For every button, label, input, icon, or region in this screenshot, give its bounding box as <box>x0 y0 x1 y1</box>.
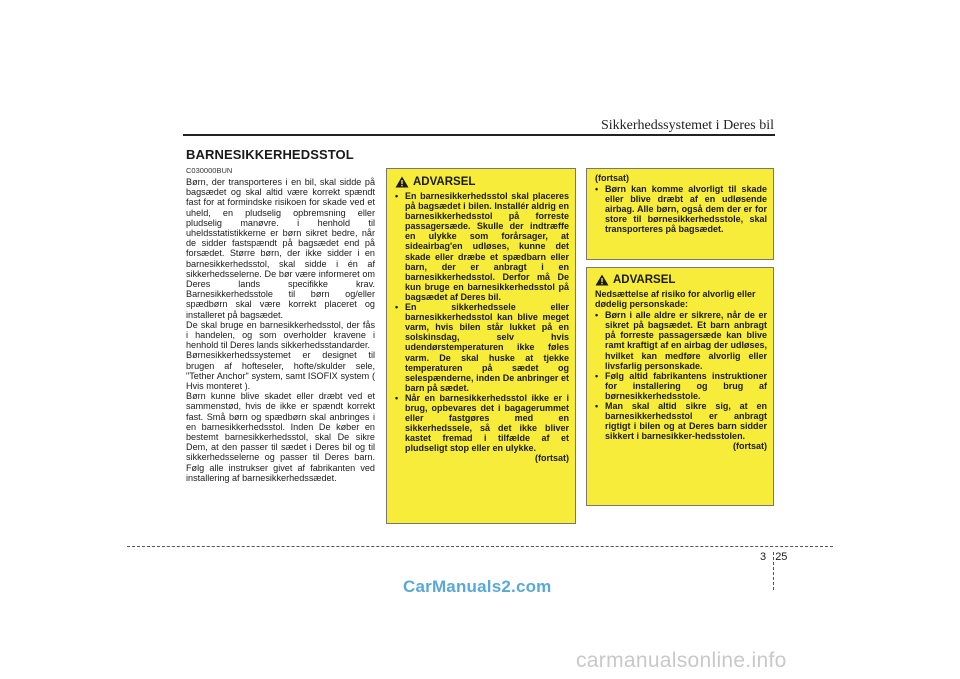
body-paragraph: Børn kunne blive skadet eller dræbt ved et sammenstød, hvis de ikke er spændt korrekt fast. Små børn og spædbørn skal anbringes i en barnesikkerhedsstol. Inden De køber en bestemt barnesikkerhedsstol, skal De sikre Dem, at den passer til sædet i Deres bil og til sikkerhedsselerne og passer til Deres barn. Følg alle instrukser givet af fabrikanten ved installering af barnesikkerhedssædet. <box>186 391 375 483</box>
warning-item: • Følg altid fabrikantens instruktioner for installering og brug af børnesikkerhedsstole. <box>595 371 767 401</box>
page-heading: BARNESIKKERHEDSSTOL <box>186 147 354 162</box>
chapter-number: 3 <box>760 551 767 563</box>
body-paragraph: Børnesikkerhedssystemet er designet til brugen af hofteseler, hofte/skulder sele, "Tether Anchor" system, samt ISOFIX system ( Hvis monteret ). <box>186 350 375 392</box>
body-paragraph: De skal bruge en barnesikkerhedsstol, der fås i handelen, og som overholder kravene i henhold til Deres lands sikkerhedsstandarder. <box>186 319 375 351</box>
continuation-item: • Børn kan komme alvorligt til skade eller blive dræbt af en udløsende airbag. Alle børn, også dem der er for store til børnesikkerhedsstole, skal transporteres på bagsædet. <box>595 184 767 234</box>
warning-item: • En barnesikkerhedsstol skal placeres på bagsædet i bilen. Installér aldrig en barnesikkerhedsstol på forreste passagersæde. Skulle der indtræffe en ulykke som forårsager, at sideairbag'en udløses, kunne det skade eller dræbe et spædbarn eller barn, der er anbragt i en barnesikkerhedsstol. Derfor må De kun bruge en barnesikkerhedsstol på bagsædet af Deres bil. <box>395 191 569 302</box>
warning-item: • Man skal altid sikre sig, at en barnesikkerhedsstol er anbragt rigtigt i bilen og at Deres barn sidder sikkert i barnesikker-hedsstolen. <box>595 401 767 441</box>
warning-title-row <box>595 274 767 286</box>
warning-item: • En sikkerhedssele eller barnesikkerhedsstol kan blive meget varm, hvis bilen står lukket på en solskinsdag, selv hvis udendørstemperaturen ikke føles varm. De skal huske at tjekke temperaturen på sædet og selespænderne, inden De anbringer et barn på sædet. <box>395 302 569 393</box>
warning-title-row <box>395 176 569 188</box>
page-number-value: 25 <box>775 551 788 563</box>
section-title: Sikkerhedssystemet i Deres bil <box>600 118 774 133</box>
warning-triangle-icon <box>595 274 609 286</box>
warning-intro: Nedsættelse af risiko for alvorlig eller dødelig personskade: <box>595 289 756 310</box>
warning-title: ADVARSEL <box>413 175 476 188</box>
watermark-footer[interactable]: carmanualsonline.info <box>576 649 787 672</box>
warning-triangle-icon <box>395 176 409 188</box>
warning-item: • Børn i alle aldre er sikrere, når de er sikret på bagsædet. Et barn anbragt på forreste passagersæde kan blive ramt kraftigt af en airbag der udløses, hvilket kan medføre alvorlig eller livsfarlig personskade. <box>595 310 767 371</box>
continuation-label: (fortsat) <box>595 173 629 183</box>
bottom-rule <box>127 546 833 547</box>
page-divider <box>773 552 774 590</box>
warning-box-2 <box>586 267 774 506</box>
warning-item: • Når en barnesikkerhedsstol ikke er i brug, opbevares det i bagagerummet eller fastgøres med en sikkerhedssele, så det ikke bliver kastet fremad i tilfælde af et pludseligt stop eller en ulykke. <box>395 393 569 454</box>
body-text <box>186 177 375 483</box>
warning-list <box>595 310 767 441</box>
top-rule <box>183 134 775 136</box>
watermark-logo[interactable]: CarManuals2.com <box>403 577 552 596</box>
continued-label: (fortsat) <box>733 441 767 452</box>
warning-box-1 <box>386 168 576 524</box>
section-code: C030000BUN <box>186 166 233 175</box>
warning-list <box>395 191 569 453</box>
body-paragraph: Børn, der transporteres i en bil, skal sidde på bagsædet og skal altid være korrekt spændt fast for at formindske risikoen for skade ved et uheld, en pludselig opbremsning eller pludselig manøvre. i henhold til uheldsstatistikkerne er børn sikret bedre, når de sidder fastspændt på bagsædet end på forsædet. Større børn, der ikke sidder i en barnesikkerhedsstol, skal sidde i én af sikkerhedsselerne. De bør være informeret om Deres lands specifikke krav. Barnesikkerhedsstole til børn og/eller spædbørn skal være korrekt placeret og installeret på bagsædet. <box>186 177 375 320</box>
continuation-box <box>586 168 774 260</box>
continued-label: (fortsat) <box>535 453 569 464</box>
warning-title: ADVARSEL <box>613 273 676 286</box>
continuation-list <box>595 184 767 234</box>
